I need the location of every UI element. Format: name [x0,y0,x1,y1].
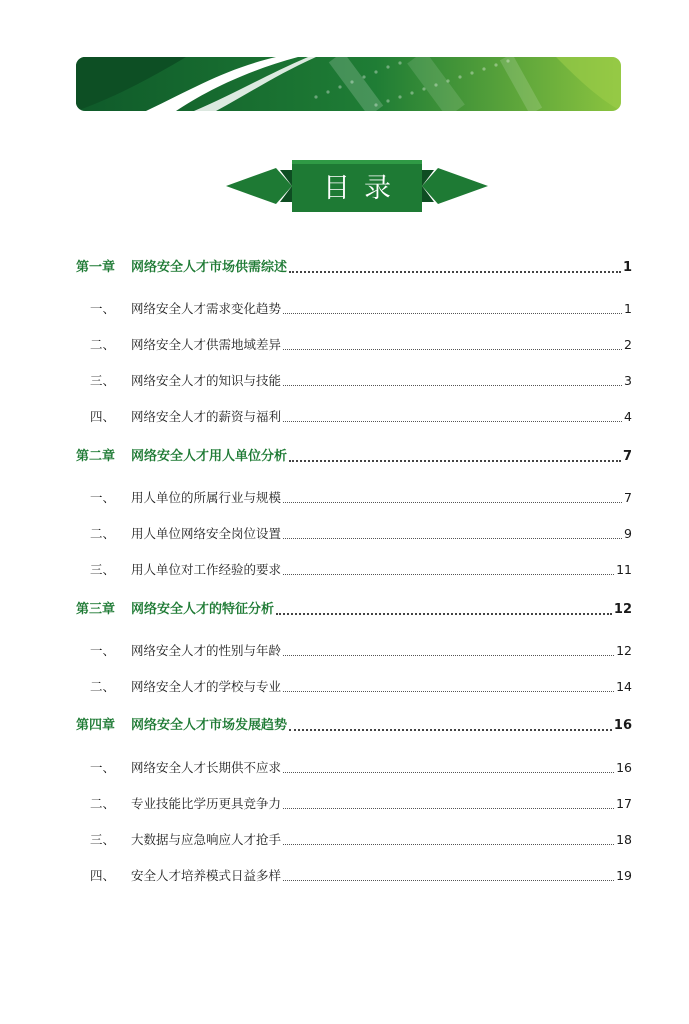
toc-page: 7 [622,449,632,464]
dot-leader [283,420,622,422]
toc-page: 16 [613,718,632,733]
toc-title: 用人单位网络安全岗位设置 [131,526,282,541]
toc-title: 网络安全人才的性别与年龄 [131,643,282,658]
toc-number: 第三章 [76,602,116,617]
toc-page: 12 [613,602,632,617]
dot-leader [276,612,612,615]
toc-entry-section[interactable] [76,520,632,542]
dot-leader [283,690,614,692]
toc-entry-chapter[interactable] [76,596,632,618]
toc-title: 网络安全人才的薪资与福利 [131,409,282,424]
toc-number: 二、 [90,679,116,694]
toc-number: 三、 [90,562,116,577]
dot-leader [283,348,622,350]
dot-leader [289,459,621,462]
toc-number: 第二章 [76,449,116,464]
dot-leader [289,728,612,731]
dot-leader [283,501,622,503]
toc-number: 四、 [90,409,116,424]
toc-page: 12 [616,643,632,658]
toc-number: 一、 [90,643,116,658]
toc-number: 二、 [90,796,116,811]
toc-title: 网络安全人才市场供需综述 [131,260,288,275]
toc-title: 大数据与应急响应人才抢手 [131,832,282,847]
toc-number: 二、 [90,526,116,541]
toc-entry-section[interactable] [76,673,632,695]
dot-leader [283,573,614,575]
toc-title: 用人单位的所属行业与规模 [131,490,282,505]
page-title: 目录 [323,172,405,204]
dot-leader [283,879,614,881]
toc-title: 用人单位对工作经验的要求 [131,562,282,577]
toc-page: 11 [616,562,632,577]
dot-leader [283,807,614,809]
toc-page: 18 [616,832,632,847]
toc-entry-chapter[interactable] [76,712,632,734]
toc-number: 二、 [90,337,116,352]
dot-leader [289,270,621,273]
toc-entry-section[interactable] [76,484,632,506]
toc-title: 网络安全人才的学校与专业 [131,679,282,694]
dot-leader [283,771,614,773]
toc-entry-section[interactable] [76,331,632,353]
dot-leader [283,843,614,845]
toc-entry-section[interactable] [76,637,632,659]
toc-number: 第一章 [76,260,116,275]
toc-entry-section[interactable] [76,862,632,884]
toc-page: 1 [624,301,632,316]
toc-entry-section[interactable] [76,367,632,389]
toc-title: 网络安全人才市场发展趋势 [131,718,288,733]
toc-title: 网络安全人才的知识与技能 [131,373,282,388]
toc-page: 9 [624,526,632,541]
toc-page: 7 [624,490,632,505]
toc-title: 网络安全人才长期供不应求 [131,760,282,775]
toc-number: 一、 [90,490,116,505]
toc-title: 网络安全人才供需地域差异 [131,337,282,352]
toc-title: 网络安全人才用人单位分析 [131,449,288,464]
toc-entry-section[interactable] [76,790,632,812]
toc-page: 1 [622,260,632,275]
toc-number: 四、 [90,868,116,883]
toc-page: 3 [624,373,632,388]
toc-entry-section[interactable] [76,556,632,578]
dot-leader [283,312,622,314]
toc-number: 一、 [90,760,116,775]
dot-leader [283,654,614,656]
toc-entry-chapter[interactable] [76,254,632,276]
toc-number: 一、 [90,301,116,316]
toc-title: 网络安全人才的特征分析 [131,602,275,617]
toc-title: 安全人才培养模式日益多样 [131,868,282,883]
toc-entry-section[interactable] [76,826,632,848]
toc-page: 19 [616,868,632,883]
toc-number: 三、 [90,832,116,847]
toc-title: 网络安全人才需求变化趋势 [131,301,282,316]
toc-number: 第四章 [76,718,116,733]
toc-entry-chapter[interactable] [76,443,632,465]
toc-number: 三、 [90,373,116,388]
toc-page: 16 [616,760,632,775]
dot-leader [283,384,622,386]
toc-title: 专业技能比学历更具竞争力 [131,796,282,811]
toc-page: 4 [624,409,632,424]
toc-page: 17 [616,796,632,811]
dot-leader [283,537,622,539]
toc-page: 14 [616,679,632,694]
toc-entry-section[interactable] [76,403,632,425]
toc-page: 2 [624,337,632,352]
toc-entry-section[interactable] [76,295,632,317]
toc-entry-section[interactable] [76,754,632,776]
header-banner [76,57,621,111]
